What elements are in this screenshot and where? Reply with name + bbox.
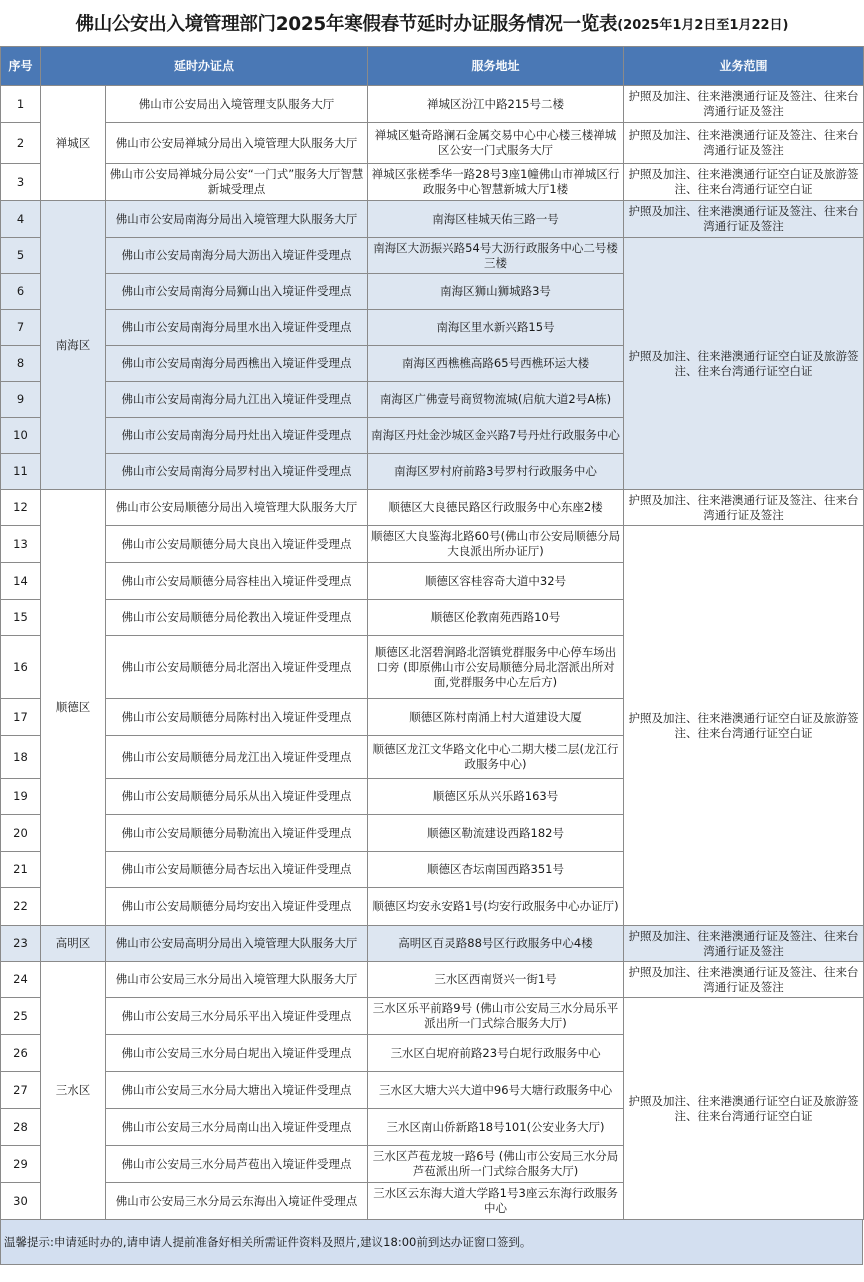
table-row xyxy=(1,526,864,563)
table-row xyxy=(1,201,864,238)
row-index: 18 xyxy=(1,736,41,779)
district-cell: 顺德区 xyxy=(41,490,106,926)
location-cell: 佛山市公安局禅城分局出入境管理大队服务大厅 xyxy=(106,123,368,164)
location-cell: 佛山市公安局南海分局西樵出入境证件受理点 xyxy=(106,346,368,382)
address-cell: 顺德区大良德民路区行政服务中心东座2楼 xyxy=(368,490,624,526)
row-index: 15 xyxy=(1,600,41,636)
header-scope: 业务范围 xyxy=(624,47,864,86)
address-cell: 三水区西南贤兴一街1号 xyxy=(368,962,624,998)
table-row xyxy=(1,926,864,962)
address-cell: 三水区云东海大道大学路1号3座云东海行政服务中心 xyxy=(368,1183,624,1220)
location-cell: 佛山市公安局顺德分局乐从出入境证件受理点 xyxy=(106,779,368,815)
row-index: 27 xyxy=(1,1072,41,1109)
address-cell: 三水区白坭府前路23号白坭行政服务中心 xyxy=(368,1035,624,1072)
row-index: 12 xyxy=(1,490,41,526)
scope-cell: 护照及加注、往来港澳通行证及签注、往来台湾通行证及签注 xyxy=(624,123,864,164)
row-index: 13 xyxy=(1,526,41,563)
address-cell: 南海区里水新兴路15号 xyxy=(368,310,624,346)
address-cell: 顺德区大良鉴海北路60号(佛山市公安局顺德分局大良派出所办证厅) xyxy=(368,526,624,563)
location-cell: 佛山市公安局三水分局出入境管理大队服务大厅 xyxy=(106,962,368,998)
table-row xyxy=(1,962,864,998)
row-index: 17 xyxy=(1,699,41,736)
location-cell: 佛山市公安局顺德分局伦教出入境证件受理点 xyxy=(106,600,368,636)
title-date-range: (2025年1月2日至1月22日) xyxy=(617,17,789,33)
row-index: 21 xyxy=(1,852,41,888)
page-title xyxy=(0,0,864,46)
location-cell: 佛山市公安局南海分局罗村出入境证件受理点 xyxy=(106,454,368,490)
row-index: 29 xyxy=(1,1146,41,1183)
address-cell: 南海区西樵樵高路65号西樵环运大楼 xyxy=(368,346,624,382)
location-cell: 佛山市公安局顺德分局杏坛出入境证件受理点 xyxy=(106,852,368,888)
row-index: 5 xyxy=(1,238,41,274)
location-cell: 佛山市公安局顺德分局均安出入境证件受理点 xyxy=(106,888,368,926)
address-cell: 顺德区北滘碧涧路北滘镇党群服务中心停车场出口旁 (即原佛山市公安局顺德分局北滘派出所对面,党群服务中心左后方) xyxy=(368,636,624,699)
row-index: 28 xyxy=(1,1109,41,1146)
header-index: 序号 xyxy=(1,47,41,86)
location-cell: 佛山市公安局顺德分局陈村出入境证件受理点 xyxy=(106,699,368,736)
location-cell: 佛山市公安局南海分局里水出入境证件受理点 xyxy=(106,310,368,346)
row-index: 24 xyxy=(1,962,41,998)
reminder-text: 温馨提示:申请延时办的,请申请人提前准备好相关所需证件资料及照片,建议18:00前到达办证窗口签到。 xyxy=(4,1235,532,1249)
location-cell: 佛山市公安局出入境管理支队服务大厅 xyxy=(106,86,368,123)
location-cell: 佛山市公安局三水分局云东海出入境证件受理点 xyxy=(106,1183,368,1220)
location-cell: 佛山市公安局三水分局乐平出入境证件受理点 xyxy=(106,998,368,1035)
scope-cell: 护照及加注、往来港澳通行证及签注、往来台湾通行证及签注 xyxy=(624,86,864,123)
address-cell: 三水区大塘大兴大道中96号大塘行政服务中心 xyxy=(368,1072,624,1109)
address-cell: 顺德区勒流建设西路182号 xyxy=(368,815,624,852)
reminder-note xyxy=(0,1220,863,1265)
row-index: 1 xyxy=(1,86,41,123)
address-cell: 顺德区容桂容奇大道中32号 xyxy=(368,563,624,600)
address-cell: 禅城区魁奇路澜石金属交易中心中心楼三楼禅城区公安一门式服务大厅 xyxy=(368,123,624,164)
address-cell: 南海区桂城天佑三路一号 xyxy=(368,201,624,238)
row-index: 9 xyxy=(1,382,41,418)
row-index: 3 xyxy=(1,164,41,201)
address-cell: 顺德区均安永安路1号(均安行政服务中心办证厅) xyxy=(368,888,624,926)
scope-cell: 护照及加注、往来港澳通行证及签注、往来台湾通行证及签注 xyxy=(624,926,864,962)
service-table xyxy=(0,46,864,1220)
location-cell: 佛山市公安局顺德分局龙江出入境证件受理点 xyxy=(106,736,368,779)
row-index: 11 xyxy=(1,454,41,490)
address-cell: 南海区广佛壹号商贸物流城(启航大道2号A栋) xyxy=(368,382,624,418)
title-main: 佛山公安出入境管理部门2025年寒假春节延时办证服务情况一览表 xyxy=(75,14,618,35)
row-index: 26 xyxy=(1,1035,41,1072)
address-cell: 顺德区伦教南苑西路10号 xyxy=(368,600,624,636)
address-cell: 三水区南山侨新路18号101(公安业务大厅) xyxy=(368,1109,624,1146)
table-row xyxy=(1,490,864,526)
row-index: 7 xyxy=(1,310,41,346)
scope-cell: 护照及加注、往来港澳通行证及签注、往来台湾通行证及签注 xyxy=(624,490,864,526)
row-index: 14 xyxy=(1,563,41,600)
location-cell: 佛山市公安局南海分局大沥出入境证件受理点 xyxy=(106,238,368,274)
location-cell: 佛山市公安局南海分局丹灶出入境证件受理点 xyxy=(106,418,368,454)
location-cell: 佛山市公安局南海分局狮山出入境证件受理点 xyxy=(106,274,368,310)
address-cell: 顺德区乐从兴乐路163号 xyxy=(368,779,624,815)
address-cell: 顺德区陈村南涌上村大道建设大厦 xyxy=(368,699,624,736)
row-index: 19 xyxy=(1,779,41,815)
row-index: 8 xyxy=(1,346,41,382)
district-cell: 高明区 xyxy=(41,926,106,962)
address-cell: 三水区乐平前路9号 (佛山市公安局三水分局乐平派出所一门式综合服务大厅) xyxy=(368,998,624,1035)
address-cell: 禅城区张槎季华一路28号3座1幢佛山市禅城区行政服务中心智慧新城大厅1楼 xyxy=(368,164,624,201)
district-cell: 南海区 xyxy=(41,201,106,490)
location-cell: 佛山市公安局禅城分局公安“一门式”服务大厅智慧新城受理点 xyxy=(106,164,368,201)
district-cell: 三水区 xyxy=(41,962,106,1220)
row-index: 6 xyxy=(1,274,41,310)
scope-cell: 护照及加注、往来港澳通行证及签注、往来台湾通行证及签注 xyxy=(624,201,864,238)
location-cell: 佛山市公安局南海分局出入境管理大队服务大厅 xyxy=(106,201,368,238)
address-cell: 南海区丹灶金沙城区金兴路7号丹灶行政服务中心 xyxy=(368,418,624,454)
row-index: 23 xyxy=(1,926,41,962)
table-header-row xyxy=(1,47,864,86)
location-cell: 佛山市公安局南海分局九江出入境证件受理点 xyxy=(106,382,368,418)
scope-cell: 护照及加注、往来港澳通行证空白证及旅游签注、往来台湾通行证空白证 xyxy=(624,164,864,201)
row-index: 30 xyxy=(1,1183,41,1220)
location-cell: 佛山市公安局三水分局南山出入境证件受理点 xyxy=(106,1109,368,1146)
address-cell: 顺德区杏坛南国西路351号 xyxy=(368,852,624,888)
address-cell: 南海区罗村府前路3号罗村行政服务中心 xyxy=(368,454,624,490)
table-row xyxy=(1,238,864,274)
scope-cell: 护照及加注、往来港澳通行证及签注、往来台湾通行证及签注 xyxy=(624,962,864,998)
header-location: 延时办证点 xyxy=(41,47,368,86)
address-cell: 高明区百灵路88号区行政服务中心4楼 xyxy=(368,926,624,962)
location-cell: 佛山市公安局顺德分局勒流出入境证件受理点 xyxy=(106,815,368,852)
row-index: 20 xyxy=(1,815,41,852)
row-index: 25 xyxy=(1,998,41,1035)
location-cell: 佛山市公安局三水分局白坭出入境证件受理点 xyxy=(106,1035,368,1072)
location-cell: 佛山市公安局顺德分局大良出入境证件受理点 xyxy=(106,526,368,563)
table-row xyxy=(1,998,864,1035)
district-cell: 禅城区 xyxy=(41,86,106,201)
address-cell: 三水区芦苞龙坡一路6号 (佛山市公安局三水分局芦苞派出所一门式综合服务大厅) xyxy=(368,1146,624,1183)
location-cell: 佛山市公安局三水分局大塘出入境证件受理点 xyxy=(106,1072,368,1109)
address-cell: 南海区大沥振兴路54号大沥行政服务中心二号楼三楼 xyxy=(368,238,624,274)
row-index: 22 xyxy=(1,888,41,926)
scope-cell: 护照及加注、往来港澳通行证空白证及旅游签注、往来台湾通行证空白证 xyxy=(624,238,864,490)
address-cell: 禅城区汾江中路215号二楼 xyxy=(368,86,624,123)
location-cell: 佛山市公安局顺德分局容桂出入境证件受理点 xyxy=(106,563,368,600)
location-cell: 佛山市公安局三水分局芦苞出入境证件受理点 xyxy=(106,1146,368,1183)
table-row xyxy=(1,164,864,201)
scope-cell: 护照及加注、往来港澳通行证空白证及旅游签注、往来台湾通行证空白证 xyxy=(624,526,864,926)
location-cell: 佛山市公安局顺德分局出入境管理大队服务大厅 xyxy=(106,490,368,526)
location-cell: 佛山市公安局顺德分局北滘出入境证件受理点 xyxy=(106,636,368,699)
header-address: 服务地址 xyxy=(368,47,624,86)
row-index: 10 xyxy=(1,418,41,454)
table-row xyxy=(1,123,864,164)
address-cell: 顺德区龙江文华路文化中心二期大楼二层(龙江行政服务中心) xyxy=(368,736,624,779)
scope-cell: 护照及加注、往来港澳通行证空白证及旅游签注、往来台湾通行证空白证 xyxy=(624,998,864,1220)
row-index: 2 xyxy=(1,123,41,164)
table-row xyxy=(1,86,864,123)
location-cell: 佛山市公安局高明分局出入境管理大队服务大厅 xyxy=(106,926,368,962)
row-index: 16 xyxy=(1,636,41,699)
address-cell: 南海区狮山狮城路3号 xyxy=(368,274,624,310)
row-index: 4 xyxy=(1,201,41,238)
